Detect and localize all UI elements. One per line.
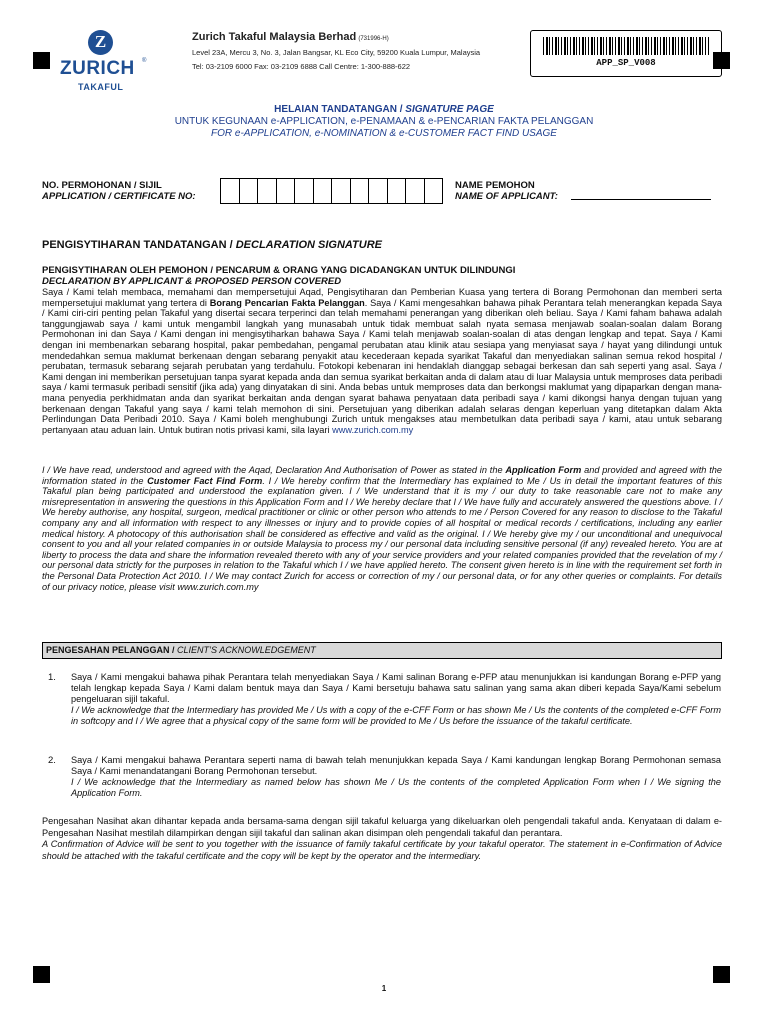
registration-mark-bottom-left [33,966,50,983]
application-number-char-box[interactable] [257,178,277,204]
page-number: 1 [381,984,387,993]
page-subtitle-english: FOR e-APPLICATION, e-NOMINATION & e-CUSTOMER FACT FIND USAGE [211,128,557,139]
page-subtitle-malay: UNTUK KEGUNAAN e-APPLICATION, e-PENAMAAN & e-PENCARIAN FAKTA PELANGGAN [174,116,594,127]
company-contact: Tel: 03-2109 6000 Fax: 03-2109 6888 Call Centre: 1-300-888-622 [192,62,411,71]
applicant-name-field[interactable] [571,199,711,200]
application-number-char-box[interactable] [350,178,370,204]
application-number-char-box[interactable] [405,178,425,204]
application-number-char-box[interactable] [313,178,333,204]
zurich-takaful-logo [60,30,150,98]
company-reg-number: (731996-H) [358,36,389,42]
registration-mark-bottom-right [713,966,730,983]
application-number-char-box[interactable] [276,178,296,204]
zurich-website-link[interactable]: www.zurich.com.my [332,424,414,435]
application-number-char-box[interactable] [220,178,240,204]
ack-item-number: 2. [48,755,56,766]
logo-subtitle: TAKAFUL [78,82,124,92]
company-name: Zurich Takaful Malaysia Berhad [192,31,357,43]
barcode-icon [543,37,709,55]
company-address: Level 23A, Mercu 3, No. 3, Jalan Bangsar, KL Eco City, 59200 Kuala Lumpur, Malaysia [192,48,481,57]
zurich-emblem-icon: Z [88,30,113,55]
barcode-box [530,30,722,77]
logo-registered-mark: ® [142,58,147,64]
ack-item-1: Saya / Kami mengakui bahawa pihak Perantara telah menyediakan Saya / Kami salinan Borang e-PFP atau menunjukkan isi kandungan Borang e-PFP yang telah lengkap kepada Saya / Kami dalam bentuk maya dan Saya / Kami bersetuju bahawa satu salinan yang sama akan diberi kepada Saya/Kami sebelum pengeluaran sijil takaful. I / We acknowledge that the Intermediary has provided Me / Us with a copy of the e-CFF Form or has shown Me / Us the contents of the completed e-CFF Form in softcopy and I / We agree that a physical copy of the same form will be provided to Me / Us before the issuance of the takaful certificate. [71,672,721,726]
declaration-english-text: I / We have read, understood and agreed with the Aqad, Declaration And Authorisation of Power as stated in the Application Form and provided and agreed with the information stated in the Customer Fact Find Form. I / We hereby confirm that the Intermediary has explained to Me / Us in detail the important features of this Takaful plan being participated and understood the explanation given. I / We understand that it is my / our duty to take reasonable care not to make any misrepresentation in answering the questions in this Application Form and I / We hereby declare that I / We have fully and accurately answered the questions above. I / We hereby authorise, any hospital, surgeon, medical practitioner or clinic or other person who attends to me / Person Covered for any reason to disclose to the Takaful company any and all information with respect to any illnesses or injury and to provide copies of all hospital or medical records / certifications, including any earlier medical history. A photocopy of this authorisation shall be considered as effective and valid as the original. I / We hereby give my / our unconditional and unequivocal consent to you and all your related companies in or outside Malaysia to process my / our personal data including sensitive personal (if any) revealed hereto. You are at liberty to process the data and share the information revealed thereto with any of your service providers and your related companies provided that the revelation of my / our personal data strictly for the purposes in relation to the Takaful which I / we have applied hereto. The consent given hereto is in line with the requirement set forth in the Personal Data Protection Act 2010. I / We may contact Zurich for access or correction of my / our personal data, or for any other queries or complaints. For details of our privacy notice, please visit www.zurich.com.my [42,465,722,592]
declaration-subheading: PENGISYTIHARAN OLEH PEMOHON / PENCARUM & ORANG YANG DICADANGKAN UNTUK DILINDUNGI DECLARATION BY APPLICANT & PROPOSED PERSON COVERED [42,265,516,287]
application-number-label: NO. PERMOHONAN / SIJIL APPLICATION / CERTIFICATE NO: [42,180,196,202]
applicant-name-label: NAME PEMOHON NAME OF APPLICANT: [455,180,558,202]
ack-item-2: Saya / Kami mengakui bahawa Perantara seperti nama di bawah telah menunjukkan kepada Saya / Kami kandungan lengkap Borang Permohonan semasa Saya / Kami menandatangani Borang Permohonan tersebut. I / We acknowledge that the Intermediary as named below has shown Me / Us the contents of the completed Application Form when I / We signing the Application Form. [71,755,721,798]
page-title: HELAIAN TANDATANGAN / SIGNATURE PAGE [274,104,494,115]
company-info [192,30,522,74]
application-number-char-box[interactable] [331,178,351,204]
acknowledgement-heading: PENGESAHAN PELANGGAN / CLIENT’S ACKNOWLEDGEMENT [42,642,722,659]
registration-mark-top-left [33,52,50,69]
application-number-boxes[interactable] [220,178,442,204]
declaration-malay-text: Saya / Kami telah membaca, memahami dan mempersetujui Aqad, Pengisytiharan dan Pemberian Kuasa yang tertera di Borang Permohonan dan memberi serta mempersetujui maklumat yang tertera di Borang Pencarian Fakta Pelanggan. Saya / Kami mengesahkan bahawa pihak Perantara telah menerangkan kepada Saya / Kami ciri-ciri penting pelan Takaful yang disertai secara terperinci dan telah memahami penerangan yang diberikan oleh beliau. Saya / Kami faham bahawa adalah tanggungjawab saya / kami untuk mengambil langkah yang munasabah untuk tidak membuat salah nyata semasa menjawab soalan-soalan dalam Borang Permohonan ini dan Saya / Kami dengan ini mengisytiharkan bahawa Saya / Kami telah menjawab soalan-soalan di atas dengan lengkap and tepat. Saya / Kami dengan ini membenarkan sebarang hospital, pakar pembedahan, pengamal perubatan atau klinik atau sesiapa yang menyiasat saya / hayat yang dilindungi untuk mendedahkan semua maklumat berkenaan dengan sebarang penyakit atau kecederaan kepada syarikat Takaful dan menyediakan salinan semua rekod hospital / perubatan, termasuk sebarang sejarah perubatan yang terdahulu. Fotokopi kebenaran ini hendaklah dianggap sebagai berkesan dan sah seperti yang asal. Saya / Kami dengan ini memberikan persetujuan tanpa syarat kepada anda dan semua syarikat berkaitan anda di dalam atau di luar Malaysia untuk memproses data peribadi saya / kami termasuk peribadi sensitif (jika ada) yang dinyatakan di sini. Anda bebas untuk memproses data dan berkongsi maklumat yang dipaparkan dengan mana-mana penyedia perkhidmatan anda dan syarikat berkaitan anda dengan syarat bahawa penyataan data peribadi saya / kami dikongsi hanya dengan tujuan yang berkenaan dengan Takaful yang saya / kami telah memohon di sini. Persetujuan yang diberikan adalah selaras dengan keperluan yang ditetapkan dalam Akta Perlindungan Data Peribadi 2010. Saya / Kami boleh menghubungi Zurich untuk mengakses atau membetulkan data peribadi saya / kami, atau untuk sebarang pertanyaan atau aduan lain. Untuk butiran notis privasi kami, sila layari www.zurich.com.my [42,287,722,435]
application-number-char-box[interactable] [424,178,444,204]
declaration-heading: PENGISYTIHARAN TANDATANGAN / DECLARATION SIGNATURE [42,239,382,251]
ack-item-number: 1. [48,672,56,683]
application-number-char-box[interactable] [387,178,407,204]
advice-note: Pengesahan Nasihat akan dihantar kepada anda bersama-sama dengan sijil takaful keluarga yang dikeluarkan oleh pengendali takaful anda. Kenyataan di dalam e-Pengesahan Nasihat mestilah dilampirkan dengan sijil takaful dan salinan akan disimpan oleh pengendali takaful dan perantara. A Confirmation of Advice will be sent to you together with the issuance of family takaful certificate by your takaful operator. The statement in e-Confirmation of Advice should be attached with the takaful certificate and the copy will be kept by the operator and the intermediary. [42,816,722,861]
application-number-char-box[interactable] [368,178,388,204]
form-code: APP_SP_V008 [596,58,656,68]
logo-wordmark: ZURICH [60,58,135,79]
application-number-char-box[interactable] [239,178,259,204]
application-number-char-box[interactable] [294,178,314,204]
